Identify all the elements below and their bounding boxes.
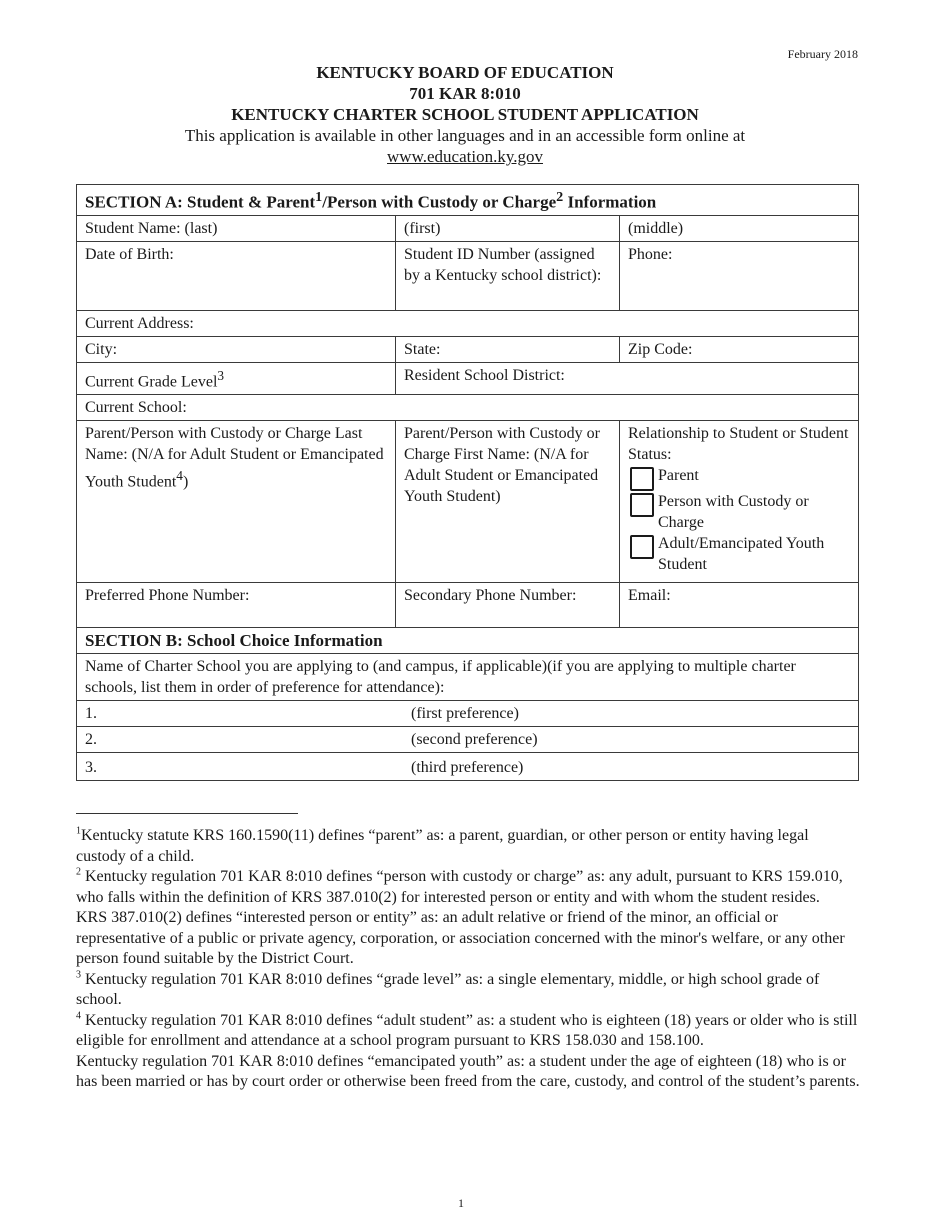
first-preference-field[interactable]: 1. (first preference) bbox=[77, 700, 859, 726]
document-header bbox=[0, 62, 930, 168]
charter-school-instructions: Name of Charter School you are applying to (and campus, if applicable)(if you are applying to multiple charter schools, list them in order of preference for attendance): bbox=[77, 653, 859, 700]
city-field[interactable]: City: bbox=[77, 336, 396, 362]
third-preference-field[interactable]: 3. (third preference) bbox=[77, 752, 859, 780]
student-middle-name-field[interactable]: (middle) bbox=[620, 215, 859, 241]
parent-first-name-field[interactable]: Parent/Person with Custody or Charge First Name: (N/A for Adult Student or Emancipated Youth Student) bbox=[396, 420, 620, 582]
student-last-name-field[interactable]: Student Name: (last) bbox=[77, 215, 396, 241]
option-adult-emancipated[interactable]: Adult/Emancipated Youth Student bbox=[628, 533, 850, 575]
form-title: KENTUCKY CHARTER SCHOOL STUDENT APPLICATION bbox=[231, 105, 699, 124]
state-field[interactable]: State: bbox=[396, 336, 620, 362]
section-b-title: SECTION B: School Choice Information bbox=[77, 627, 859, 653]
secondary-phone-field[interactable]: Secondary Phone Number: bbox=[396, 582, 620, 627]
option-parent[interactable]: Parent bbox=[628, 465, 850, 491]
availability-note: This application is available in other languages and in an accessible form online at bbox=[184, 126, 746, 145]
student-id-field[interactable]: Student ID Number (assigned by a Kentucky school district): bbox=[396, 241, 620, 310]
zip-code-field[interactable]: Zip Code: bbox=[620, 336, 859, 362]
section-a-title: SECTION A: Student & Parent$^1$/Person with Custody or Charge$^2$ Information bbox=[77, 185, 859, 216]
footnote-3: $^3$ Kentucky regulation 701 KAR 8:010 defines “grade level” as: a single elementary, middle, or high school grade of school. bbox=[76, 969, 820, 1008]
board-title: KENTUCKY BOARD OF EDUCATION bbox=[316, 63, 614, 82]
footnote-divider bbox=[76, 813, 298, 814]
date-of-birth-field[interactable]: Date of Birth: bbox=[77, 241, 396, 310]
page-number: 1 bbox=[458, 1196, 464, 1210]
relationship-field bbox=[620, 420, 859, 582]
option-person-with-custody[interactable]: Person with Custody or Charge bbox=[628, 491, 850, 533]
checkbox-icon[interactable] bbox=[630, 467, 654, 491]
footnotes bbox=[76, 826, 860, 1093]
checkbox-icon[interactable] bbox=[630, 535, 654, 559]
resident-district-field[interactable]: Resident School District: bbox=[396, 362, 859, 394]
application-form bbox=[76, 184, 859, 781]
footnote-4: $^4$ Kentucky regulation 701 KAR 8:010 defines “adult student” as: a student who is eighteen (18) years or older who is still eligible for enrollment and attendance at a school program pursuant to KRS 158.030 and 158.100. bbox=[76, 1010, 858, 1049]
website-link[interactable]: www.education.ky.gov bbox=[387, 147, 543, 166]
phone-field[interactable]: Phone: bbox=[620, 241, 859, 310]
current-school-field[interactable]: Current School: bbox=[77, 394, 859, 420]
email-field[interactable]: Email: bbox=[620, 582, 859, 627]
parent-last-name-field[interactable]: Parent/Person with Custody or Charge Last Name: (N/A for Adult Student or Emancipated Youth Student$^4$) bbox=[77, 420, 396, 582]
relationship-label: Relationship to Student or Student Status: bbox=[628, 424, 849, 463]
footnote-2b: KRS 387.010(2) defines “interested person or entity” as: an adult relative or friend of the minor, an official or representative of a public or private agency, corporation, or association concerned with the minor's welfare, or any other person found suitable by the District Court. bbox=[76, 909, 845, 967]
student-first-name-field[interactable]: (first) bbox=[396, 215, 620, 241]
grade-level-field[interactable]: Current Grade Level$^3$ bbox=[77, 362, 396, 394]
checkbox-icon[interactable] bbox=[630, 493, 654, 517]
current-address-field[interactable]: Current Address: bbox=[77, 310, 859, 336]
footnote-4b: Kentucky regulation 701 KAR 8:010 defines “emancipated youth” as: a student under the age of eighteen (18) who is or has been married or has by court order or otherwise been freed from the care, custody, and control of the student’s parents. bbox=[76, 1052, 860, 1090]
regulation-number: 701 KAR 8:010 bbox=[409, 84, 521, 103]
footnote-2: $^2$ Kentucky regulation 701 KAR 8:010 defines “person with custody or charge” as: any adult, pursuant to KRS 159.010, who falls within the definition of KRS 387.010(2) for interested person or entity and with whom the student resides. bbox=[76, 866, 843, 906]
footnote-1: $^1$Kentucky statute KRS 160.1590(11) defines “parent” as: a parent, guardian, or other person or entity having legal custody of a child. bbox=[76, 825, 809, 865]
document-date: February 2018 bbox=[787, 47, 858, 61]
preferred-phone-field[interactable]: Preferred Phone Number: bbox=[77, 582, 396, 627]
second-preference-field[interactable]: 2. (second preference) bbox=[77, 726, 859, 752]
